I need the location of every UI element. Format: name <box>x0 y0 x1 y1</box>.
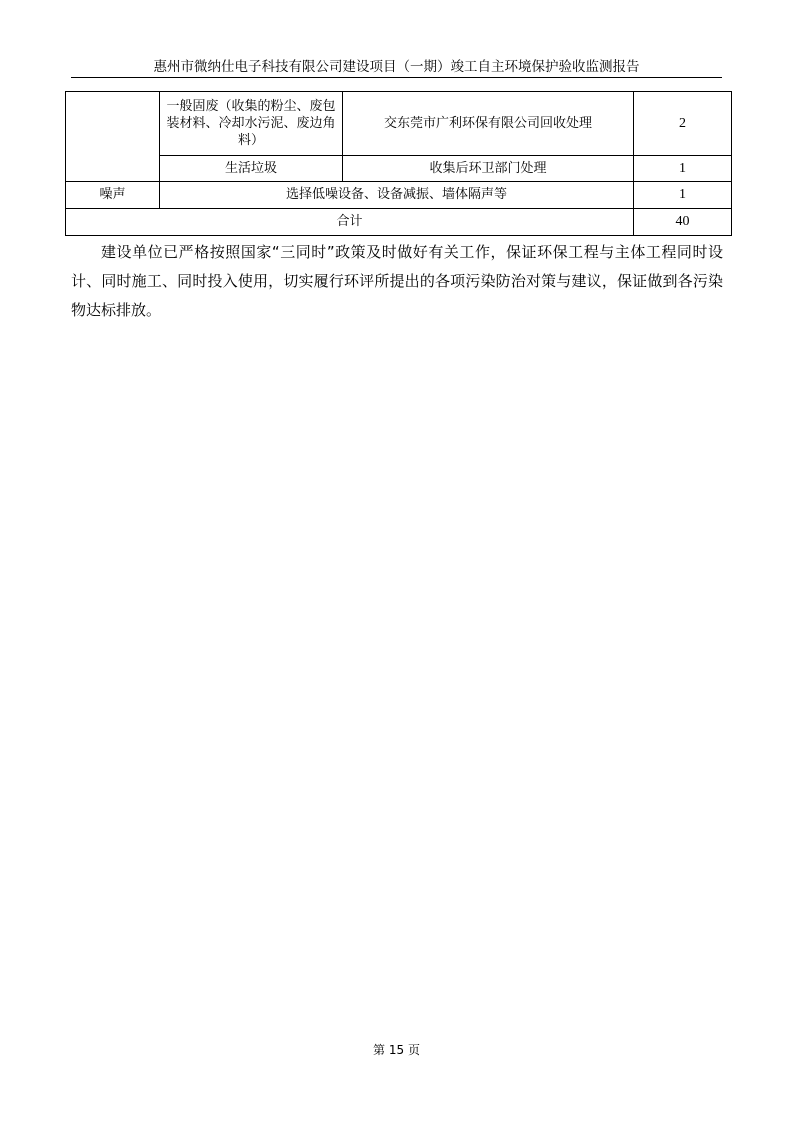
measure-cell: 选择低噪设备、设备减振、墙体隔声等 <box>160 182 634 209</box>
investment-cell: 1 <box>634 156 732 182</box>
page-header: 惠州市微纳仕电子科技有限公司建设项目（一期）竣工自主环境保护验收监测报告 <box>71 57 722 78</box>
waste-type-cell: 生活垃圾 <box>160 156 343 182</box>
total-value-cell: 40 <box>634 209 732 236</box>
investment-cell: 1 <box>634 182 732 209</box>
category-cell-noise: 噪声 <box>66 182 160 209</box>
table-row <box>66 156 732 182</box>
measure-cell: 收集后环卫部门处理 <box>343 156 634 182</box>
table-row-total <box>66 209 732 236</box>
page-number: 第 15 页 <box>373 1043 420 1057</box>
table-row <box>66 182 732 209</box>
waste-type-cell: 一般固废（收集的粉尘、废包装材料、冷却水污泥、废边角料） <box>160 92 343 156</box>
table-row <box>66 92 732 156</box>
environmental-investment-table <box>65 91 732 236</box>
total-label-cell: 合计 <box>66 209 634 236</box>
investment-cell: 2 <box>634 92 732 156</box>
measure-cell: 交东莞市广利环保有限公司回收处理 <box>343 92 634 156</box>
body-paragraph: 建设单位已严格按照国家“三同时”政策及时做好有关工作，保证环保工程与主体工程同时设计、同时施工、同时投入使用，切实履行环评所提出的各项污染防治对策与建议，保证做到各污染物达标排放。 <box>71 243 723 319</box>
category-cell-solid-waste <box>66 92 160 182</box>
